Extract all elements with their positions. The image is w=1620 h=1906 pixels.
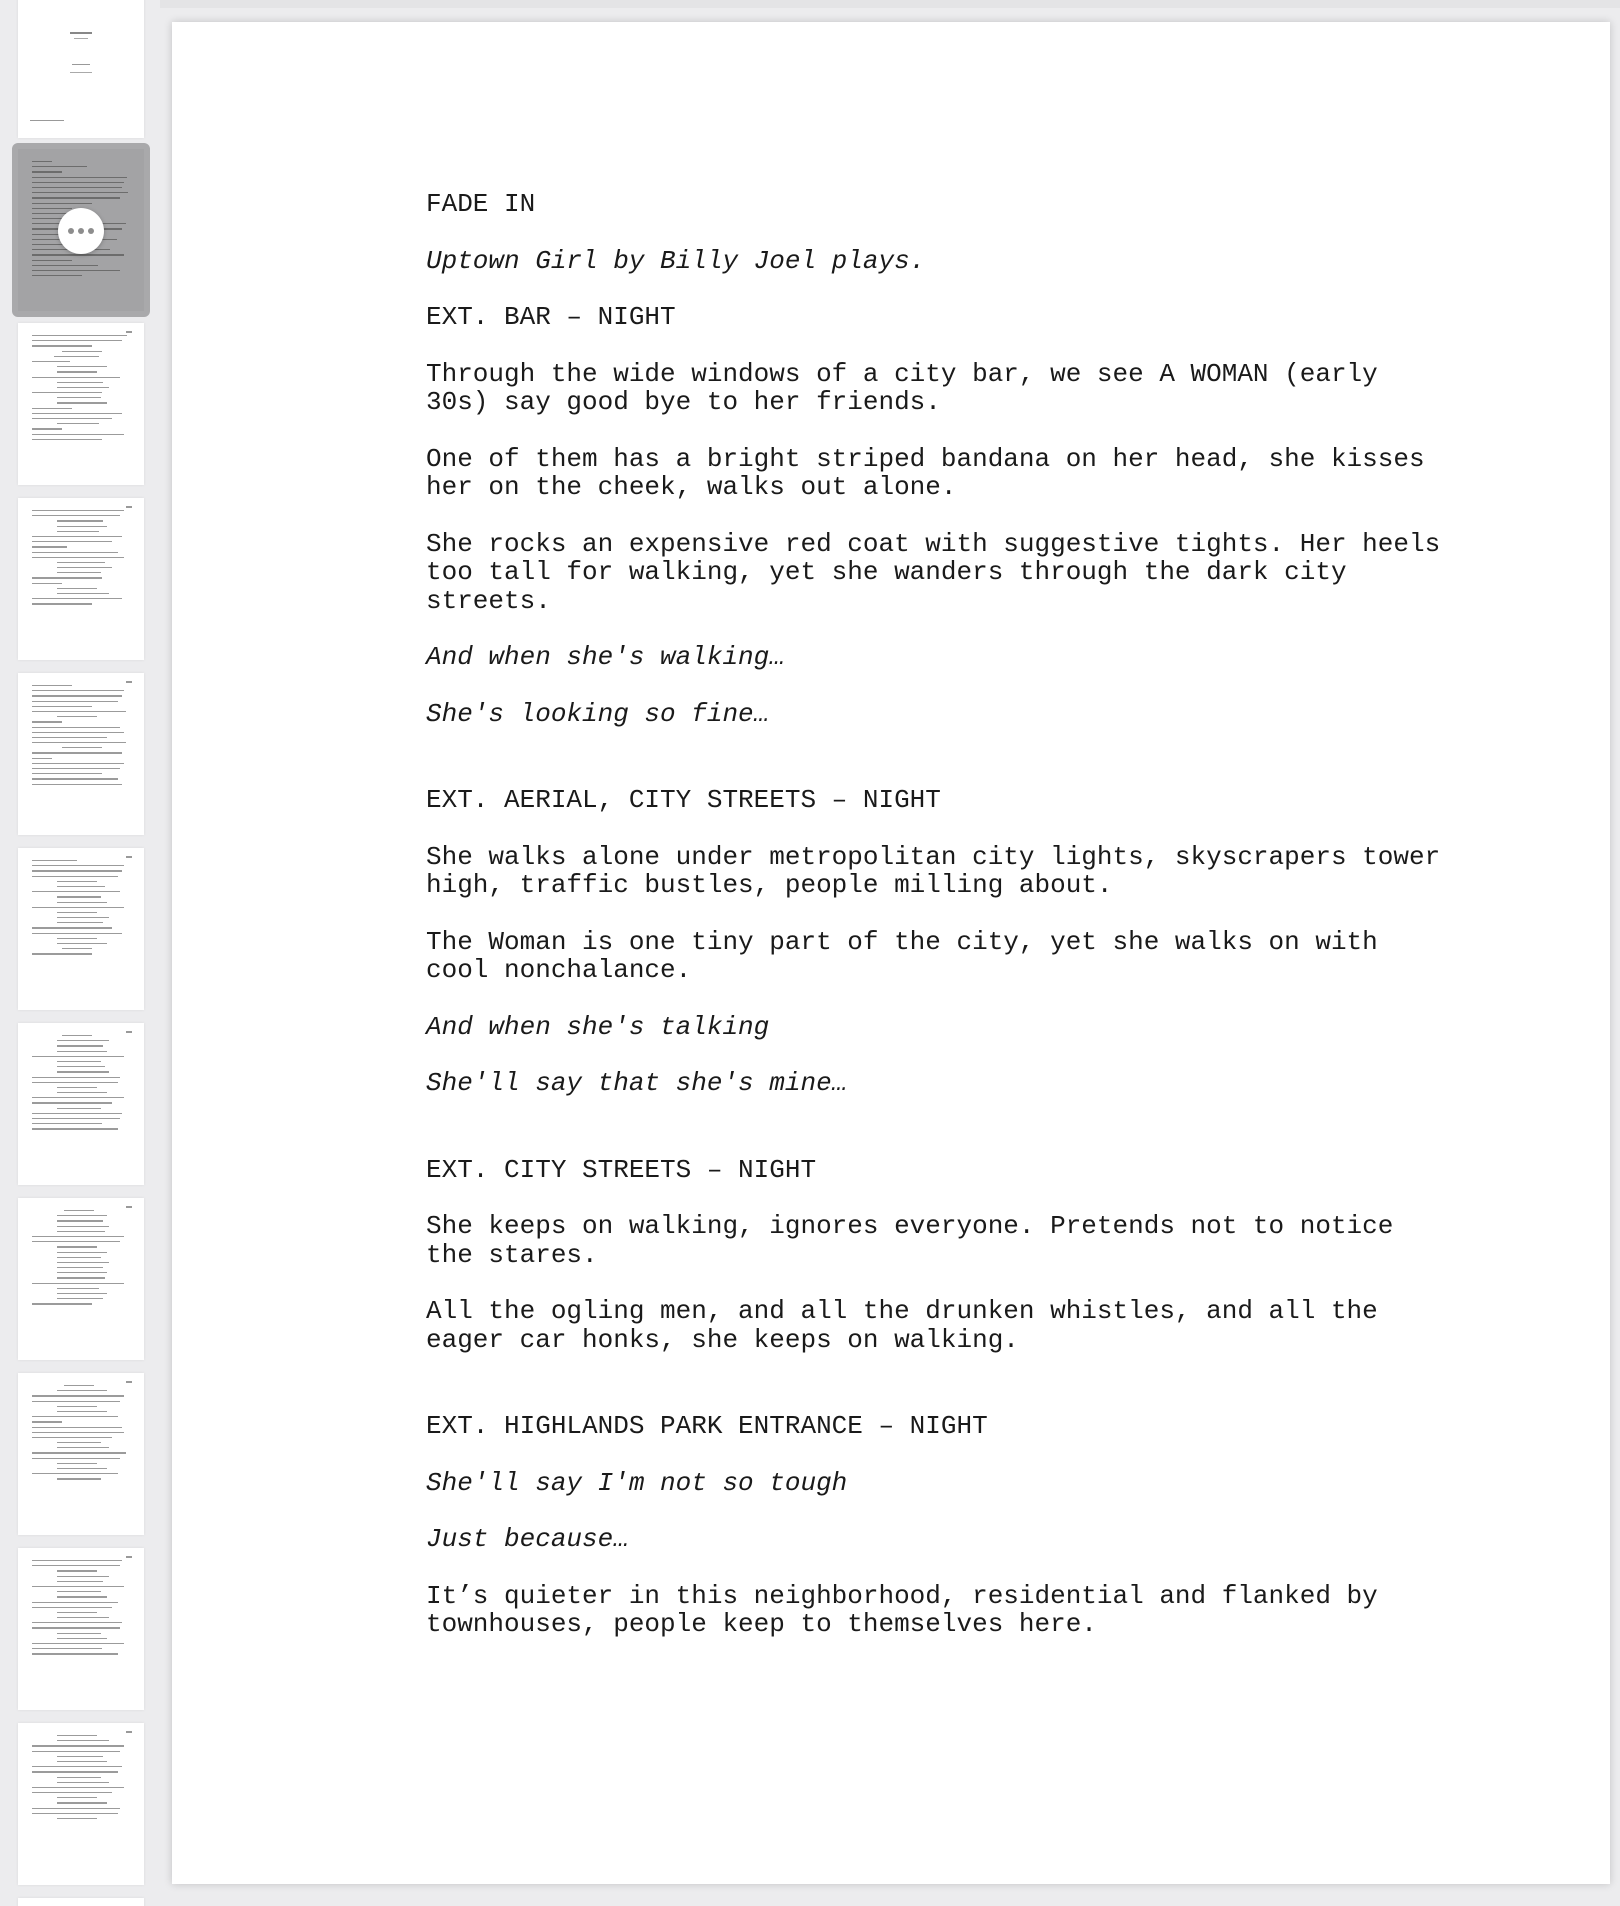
scene-heading: EXT. CITY STREETS – NIGHT	[426, 1154, 817, 1185]
transition-fade-in: FADE IN	[426, 189, 536, 219]
page-thumbnail-11[interactable]	[18, 1723, 144, 1885]
ellipsis-dot	[88, 228, 94, 234]
script-body	[426, 190, 1446, 1667]
action-line: The Woman is one tiny part of the city, yet she walks on with cool nonchalance.	[426, 926, 1378, 985]
lyric-line: She's looking so fine…	[426, 698, 770, 729]
page-thumbnail-10[interactable]	[18, 1548, 144, 1710]
action-line: She keeps on walking, ignores everyone. Pretends not to notice the stares.	[426, 1211, 1394, 1270]
action-line: She rocks an expensive red coat with suggestive tights. Her heels too tall for walking, yet she wanders through the dark city streets.	[426, 528, 1441, 616]
action-line: Through the wide windows of a city bar, we see A WOMAN (early 30s) say good bye to her friends.	[426, 358, 1378, 417]
page-thumbnail-1[interactable]	[18, 0, 144, 138]
action-line: One of them has a bright striped bandana on her head, she kisses her on the cheek, walks out alone.	[426, 443, 1425, 502]
page-thumbnail-4[interactable]	[18, 498, 144, 660]
more-options-button[interactable]	[58, 208, 104, 254]
ellipsis-dot	[78, 228, 84, 234]
page-thumbnail-5[interactable]	[18, 673, 144, 835]
lyric-line: Just because…	[426, 1524, 629, 1554]
action-line: All the ogling men, and all the drunken whistles, and all the eager car honks, she keeps on walking.	[426, 1296, 1378, 1355]
scene-heading: EXT. BAR – NIGHT	[426, 302, 676, 332]
ellipsis-icon	[68, 228, 74, 234]
action-line: It’s quieter in this neighborhood, residential and flanked by townhouses, people keep to themselves here.	[426, 1580, 1378, 1639]
scene-heading: EXT. HIGHLANDS PARK ENTRANCE – NIGHT	[426, 1411, 988, 1441]
page-thumbnail-7[interactable]	[18, 1023, 144, 1185]
script-page	[172, 22, 1610, 1884]
lyric-line: And when she's talking	[426, 1011, 770, 1042]
page-thumbnail-12[interactable]	[18, 1898, 144, 1906]
action-line: Uptown Girl by Billy Joel plays.	[426, 245, 926, 276]
page-thumbnail-6[interactable]	[18, 848, 144, 1010]
lyric-line: She'll say that she's mine…	[426, 1068, 848, 1098]
page-thumbnail-8[interactable]	[18, 1198, 144, 1360]
top-strip	[160, 0, 1620, 8]
scene-heading: EXT. AERIAL, CITY STREETS – NIGHT	[426, 785, 941, 815]
lyric-line: She'll say I'm not so tough	[426, 1467, 848, 1498]
page-thumbnail-3[interactable]	[18, 323, 144, 485]
lyric-line: And when she's walking…	[426, 642, 785, 672]
page-thumbnail-9[interactable]	[18, 1373, 144, 1535]
thumbnail-sidebar[interactable]	[0, 0, 160, 1906]
action-line: She walks alone under metropolitan city lights, skyscrapers tower high, traffic bustles, people milling about.	[426, 841, 1441, 900]
